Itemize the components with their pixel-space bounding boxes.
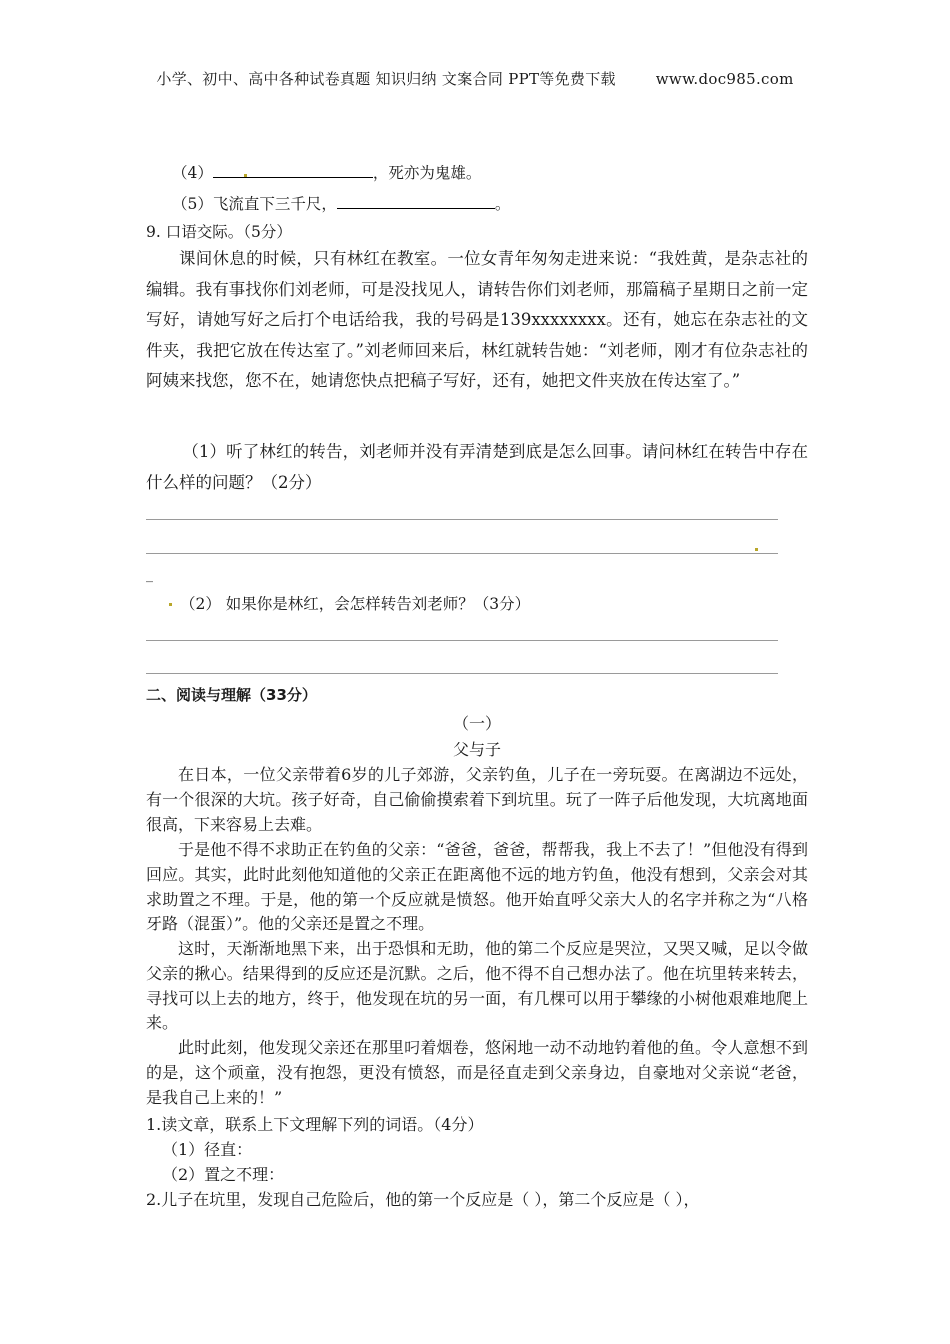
header-text: 小学、初中、高中各种试卷真题 知识归纳 文案合同 PPT等免费下载: [156, 70, 616, 88]
q9-title: 9. 口语交际。（5分）: [146, 223, 292, 241]
part-label: （一）: [452, 714, 501, 733]
q5-suffix: 。: [494, 195, 511, 213]
story-paragraph-3: 这时，天渐渐地黑下来，出于恐惧和无助，他的第二个反应是哭泣，又哭又喊，足以令做父亲的揪心。结果得到的反应还是沉默。之后，他不得不自己想办法了。他在坑里转来转去，寻找可以上去的地方，终于，他发现在坑的另一面，有几棵可以用于攀缘的小树他艰难地爬上来。: [146, 939, 808, 1033]
stray-mark: _: [146, 567, 153, 583]
story-title: 父与子: [452, 740, 501, 759]
header-site[interactable]: www.doc985.com: [655, 70, 794, 88]
story-paragraph-4: 此时此刻，他发现父亲还在那里叼着烟卷，悠闲地一动不动地钓着他的鱼。令人意想不到的是，这个顽童，没有抱怨，更没有愤怒，而是径直走到父亲身边，自豪地对父亲说“老爸，是我自己上来的！”: [146, 1038, 808, 1107]
q1-title: 1.读文章，联系上下文理解下列的词语。（4分）: [146, 1115, 484, 1134]
stray-dot: [244, 174, 247, 177]
stray-dot: [169, 603, 172, 606]
q9-passage: 课间休息的时候，只有林红在教室。一位女青年匆匆走进来说：“我姓黄，是杂志社的编辑。我有事找你们刘老师，可是没找见人，请转告你们刘老师，那篇稿子星期日之前一定写好，请她写好之后打个电话给我，我的号码是139xxxxxxxx。还有，她忘在杂志社的文件夹，我把它放在传达室了。”刘老师回来后，林红就转告她：“刘老师，刚才有位杂志社的阿姨来找您，您不在，她请您快点把稿子写好，还有，她把文件夹放在传达室了。”: [146, 249, 808, 390]
page-header: [0, 68, 950, 89]
q9-sub2: （2） 如果你是林红，会怎样转告刘老师？（3分）: [180, 595, 531, 613]
story-paragraph-2: 于是他不得不求助正在钓鱼的父亲：“爸爸，爸爸，帮帮我，我上不去了！”但他没有得到回应。其实，此时此刻他知道他的父亲正在距离他不远的地方钓鱼，他没有想到，父亲会对其求助置之不理。于是，他的第一个反应就是愤怒。他开始直呼父亲大人的名字并称之为“八格牙路（混蛋）”。他的父亲还是置之不理。: [146, 840, 808, 934]
answer-line-2[interactable]: [146, 553, 778, 554]
q2-text: 2.儿子在坑里，发现自己危险后，他的第一个反应是（ ），第二个反应是（ ），: [146, 1190, 700, 1209]
answer-line-1[interactable]: [146, 519, 778, 520]
q1-b: （2）置之不理：: [162, 1165, 285, 1184]
stray-dot: [755, 548, 758, 551]
q4-suffix: ，死亦为鬼雄。: [372, 164, 482, 182]
q5-blank[interactable]: [337, 194, 495, 209]
q4-line: [172, 161, 481, 183]
q4-blank[interactable]: [213, 163, 373, 178]
answer-line-4[interactable]: [146, 673, 778, 674]
q4-prefix: （4）: [172, 164, 213, 182]
answer-line-3[interactable]: [146, 640, 778, 641]
q5-prefix: （5）飞流直下三千尺，: [172, 195, 337, 213]
q9-sub1: （1）听了林红的转告，刘老师并没有弄清楚到底是怎么回事。请问林红在转告中存在什么样的问题？（2分）: [146, 442, 808, 492]
q1-a: （1）径直：: [162, 1140, 253, 1159]
story-paragraph-1: 在日本，一位父亲带着6岁的儿子郊游，父亲钓鱼，儿子在一旁玩耍。在离湖边不远处，有一个很深的大坑。孩子好奇，自己偷偷摸索着下到坑里。玩了一阵子后他发现，大坑离地面很高，下来容易上去难。: [146, 765, 808, 834]
section2-title: 二、阅读与理解（33分）: [146, 686, 317, 704]
q5-line: [172, 192, 510, 214]
